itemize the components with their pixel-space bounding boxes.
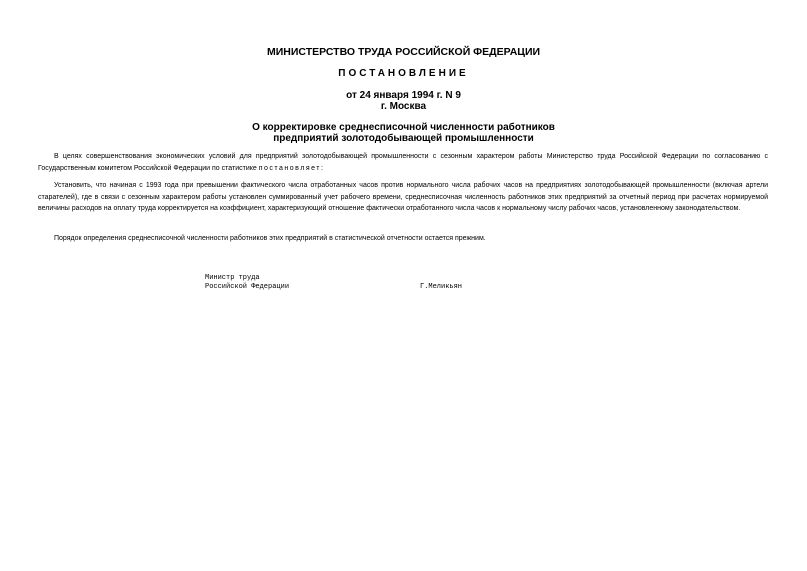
signature-position-line-1: Министр труда: [205, 274, 260, 282]
ministry-heading: МИНИСТЕРСТВО ТРУДА РОССИЙСКОЙ ФЕДЕРАЦИИ: [266, 46, 541, 58]
resolution-keyword: постановляет:: [258, 164, 325, 172]
paragraph-resolution: Установить, что начиная с 1993 года при превышении фактического числа отработанных часов против нормального числа рабочих часов на предприятиях золотодобывающей промышленности (включая артели старателей), где в связи с сезонным характером работы установлен суммированный учет рабочего времени, среднесписочная численность работников этих предприятий за отчетный период при расчетах нормируемой величины расходов на оплату труда корректируется на коэффициент, характеризующий отношение фактически отработанного числа часов к нормальному числу рабочих часов, установленному законодательством.: [38, 182, 768, 212]
document-title-line-1: О корректировке среднесписочной численности работников: [252, 122, 555, 133]
paragraph-preamble: [38, 151, 768, 174]
document-date-number: от 24 января 1994 г. N 9: [346, 90, 461, 101]
signature-position-line-2: Российской Федерации: [205, 283, 290, 291]
preamble-text: В целях совершенствования экономических условий для предприятий золотодобывающей промышленности с сезонным характером работы Министерство труда Российской Федерации по согласованию с Государственным комитетом Российской Федерации по статистике: [38, 153, 768, 172]
document-city: г. Москва: [380, 101, 427, 112]
paragraph-statistics: Порядок определения среднесписочной численности работников этих предприятий в статистической отчетности остается прежним.: [54, 235, 486, 242]
document-type: ПОСТАНОВЛЕНИЕ: [338, 68, 469, 79]
document-title-line-2: предприятий золотодобывающей промышленности: [273, 133, 534, 144]
signature-name: Г.Меликьян: [420, 283, 463, 291]
